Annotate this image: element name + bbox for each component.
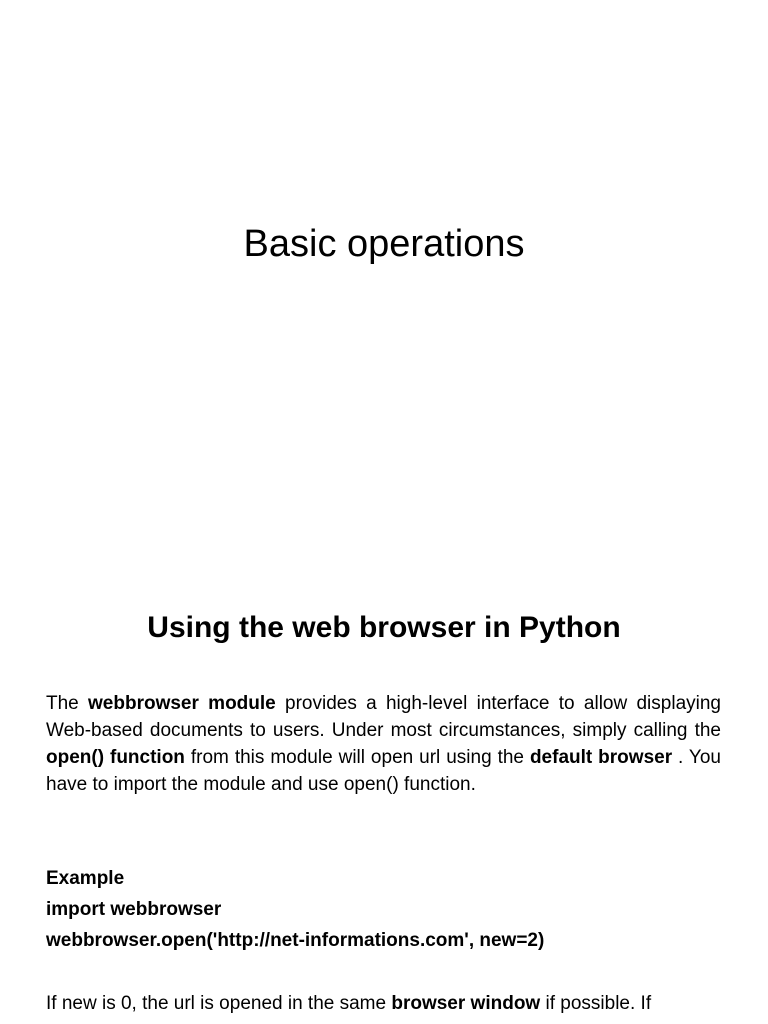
new-param-text-1: If new is 0, the url is opened in the same <box>46 993 392 1014</box>
new-param-text-2: if possible. If <box>540 993 652 1014</box>
example-label: Example <box>46 868 125 889</box>
intro-bold-webbrowser-module: webbrowser module <box>88 693 276 714</box>
new-param-paragraph <box>46 990 721 1017</box>
example-code-open: webbrowser.open('http://net-informations.com', new=2) <box>46 930 545 951</box>
intro-text-3: from this module will open url using the <box>184 747 530 768</box>
slide-title-basic-operations: Basic operations <box>243 223 525 265</box>
intro-bold-open-function: open() function <box>46 747 185 768</box>
new-param-bold-browser-window: browser window <box>391 993 541 1014</box>
slide-title-web-browser: Using the web browser in Python <box>147 611 621 644</box>
example-block <box>46 863 726 956</box>
intro-bold-default-browser: default browser <box>529 747 673 768</box>
intro-paragraph <box>46 690 721 798</box>
intro-text-4: . You have to import the module and use open() function. <box>46 747 721 795</box>
intro-text-1: The <box>46 693 89 714</box>
intro-text-2: provides a high-level interface to allow displaying Web-based documents to users. Under most circumstances, simply calling the <box>46 693 721 741</box>
example-code-import: import webbrowser <box>46 899 222 920</box>
